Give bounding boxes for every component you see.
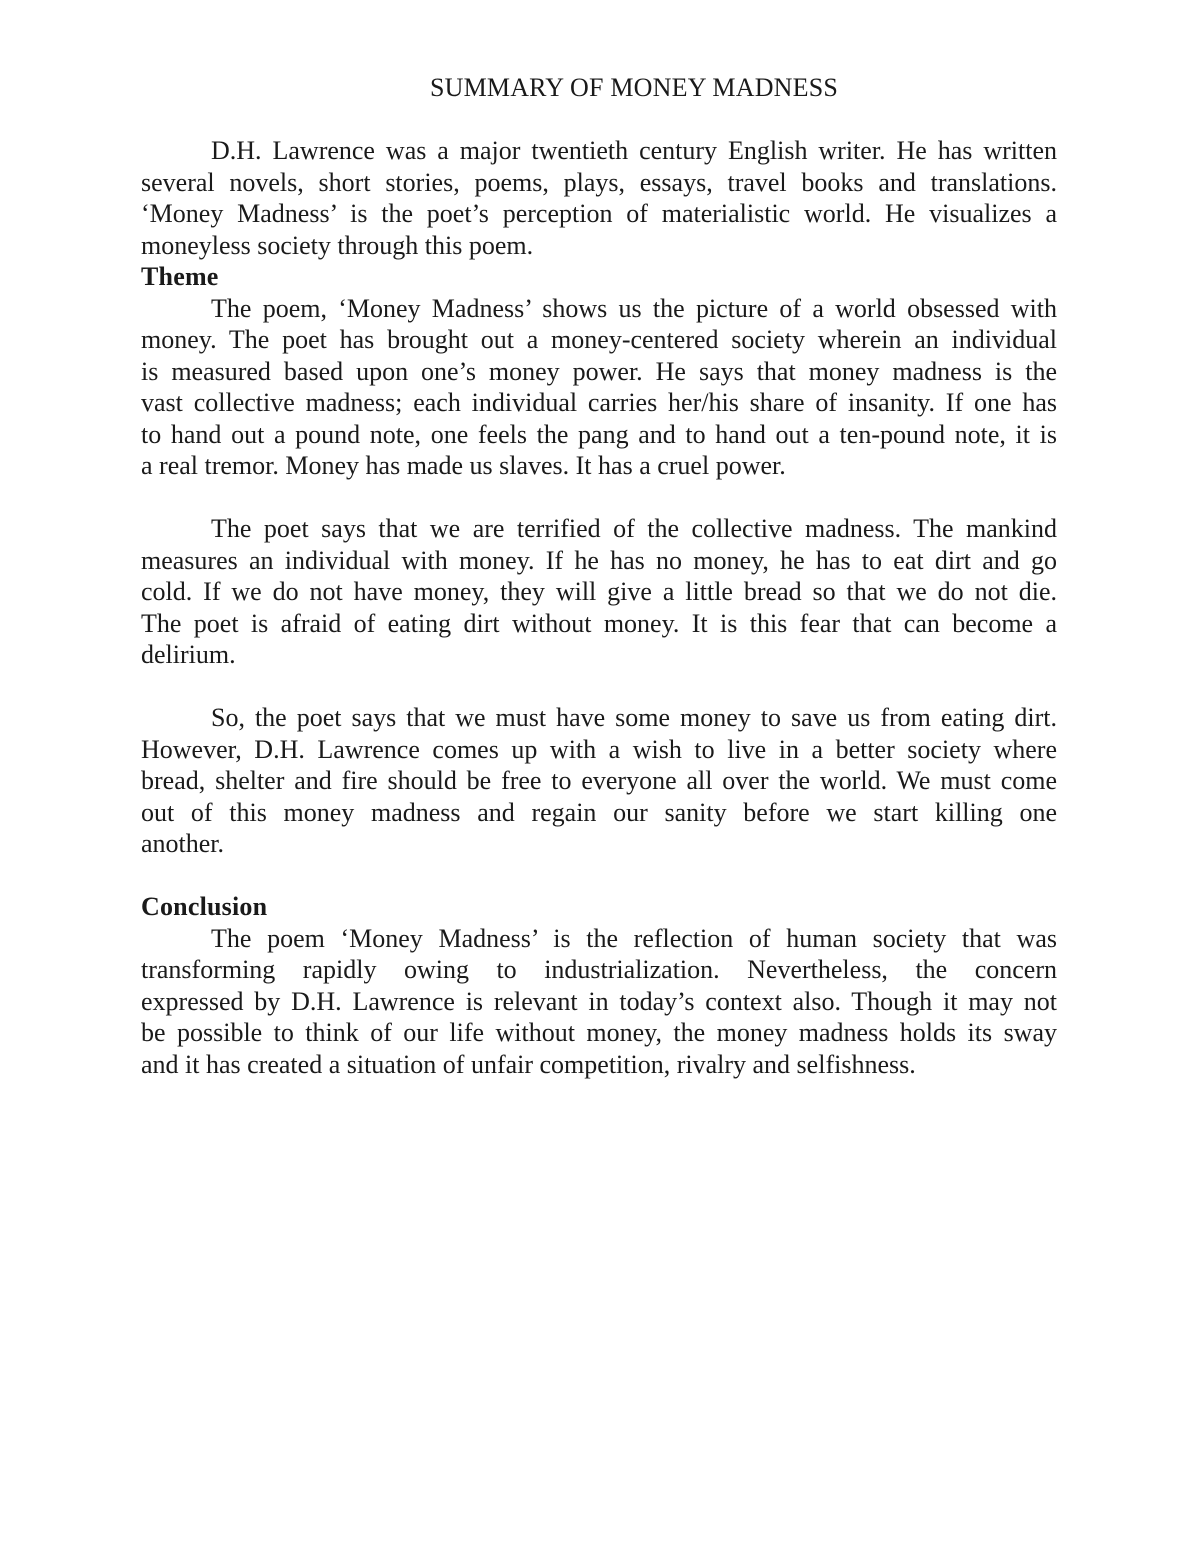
- text-line: moneyless society through this poem.: [141, 230, 534, 260]
- text-line: several novels, short stories, poems, plays, essays, travel books and translations.: [141, 167, 1057, 197]
- text-line: is measured based upon one’s money power. He says that money madness is the: [141, 356, 1057, 386]
- theme-heading: Theme: [141, 262, 219, 291]
- text-line: So, the poet says that we must have some money to save us from eating dirt.: [211, 703, 1057, 732]
- theme-paragraph-3: [141, 702, 1057, 860]
- text-line: money. The poet has brought out a money-centered society wherein an individual: [141, 325, 1057, 354]
- text-line: cold. If we do not have money, they will give a little bread so that we do not die.: [141, 577, 1057, 606]
- text-line: The poem, ‘Money Madness’ shows us the picture of a world obsessed with: [211, 293, 1057, 323]
- text-line: and it has created a situation of unfair competition, rivalry and selfishness.: [141, 1049, 916, 1079]
- conclusion-heading: Conclusion: [141, 892, 268, 921]
- text-line: delirium.: [141, 640, 236, 669]
- theme-paragraph-2: [141, 513, 1057, 671]
- text-line: The poet is afraid of eating dirt without money. It is this fear that can become a: [141, 608, 1057, 638]
- text-line: The poet says that we are terrified of the collective madness. The mankind: [211, 514, 1057, 543]
- text-line: to hand out a pound note, one feels the pang and to hand out a ten-pound note, it is: [141, 419, 1057, 449]
- text-line: D.H. Lawrence was a major twentieth century English writer. He has written: [211, 136, 1057, 165]
- text-line: a real tremor. Money has made us slaves. It has a cruel power.: [141, 451, 786, 480]
- conclusion-paragraph: [141, 923, 1057, 1081]
- text-line: vast collective madness; each individual carries her/his share of insanity. If one has: [141, 388, 1057, 417]
- intro-paragraph: [141, 135, 1057, 261]
- text-line: expressed by D.H. Lawrence is relevant in today’s context also. Though it may not: [141, 986, 1057, 1016]
- text-line: measures an individual with money. If he has no money, he has to eat dirt and go: [141, 545, 1057, 575]
- document-title: SUMMARY OF MONEY MADNESS: [429, 73, 839, 102]
- text-line: out of this money madness and regain our sanity before we start killing one: [141, 797, 1057, 827]
- text-line: The poem ‘Money Madness’ is the reflection of human society that was: [211, 923, 1057, 953]
- text-line: another.: [141, 829, 225, 858]
- text-line: transforming rapidly owing to industrialization. Nevertheless, the concern: [141, 955, 1057, 984]
- text-line: ‘Money Madness’ is the poet’s perception of materialistic world. He visualizes a: [141, 199, 1057, 228]
- document-body: [141, 72, 1057, 1080]
- text-line: be possible to think of our life without money, the money madness holds its sway: [141, 1018, 1057, 1047]
- theme-paragraph-1: [141, 293, 1057, 482]
- text-line: However, D.H. Lawrence comes up with a wish to live in a better society where: [141, 734, 1057, 764]
- text-line: bread, shelter and fire should be free to everyone all over the world. We must come: [141, 766, 1057, 795]
